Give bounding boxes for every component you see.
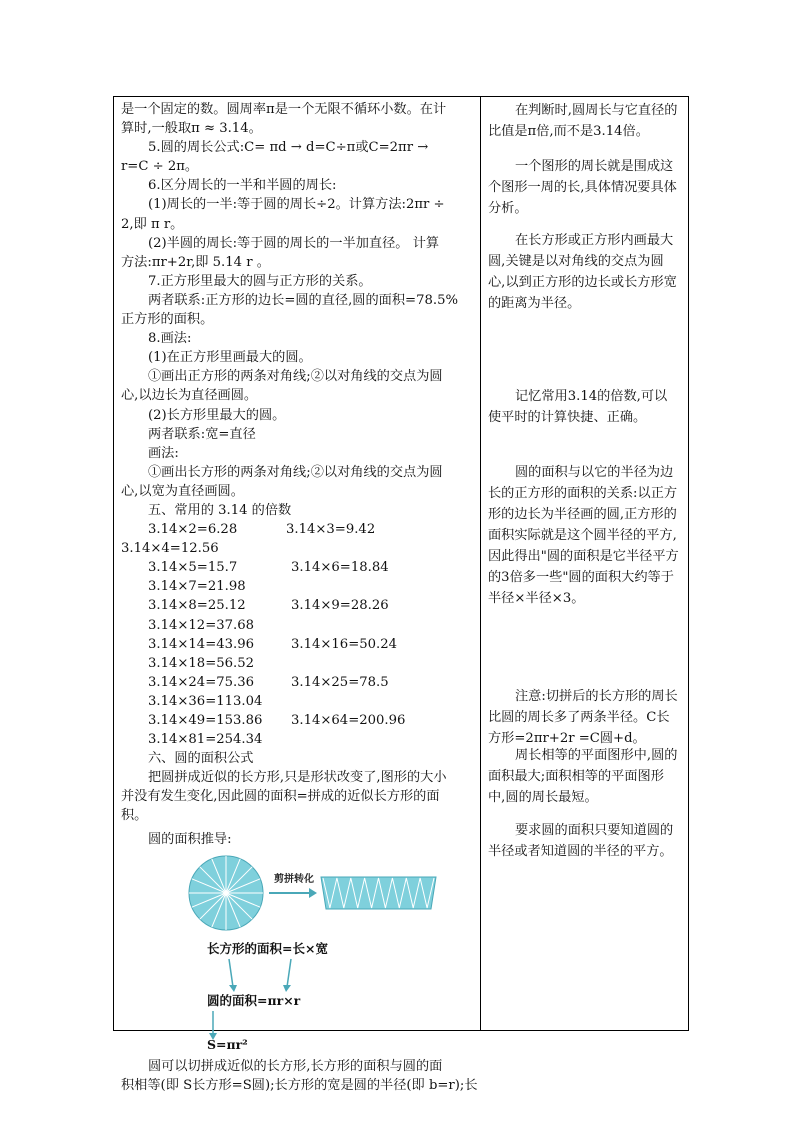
circle-area-formula: 圆的面积=πr×r (207, 992, 301, 1008)
text-line: (1)在正方形里画最大的圆。 (148, 350, 312, 366)
text-line: 两者联系:宽=直径 (148, 426, 256, 442)
arrow-label: 剪拼转化 (274, 873, 314, 885)
text-line: 把圆拼成近似的长方形,只是形状改变了,图形的大小 (148, 770, 447, 786)
multiple-row (121, 616, 477, 635)
text-line: 5.圆的周长公式:C= πd → d=C÷π或C=2πr → (148, 140, 429, 156)
multiple-value: 3.14×36=113.04 (148, 693, 263, 709)
note-area-requirement: 要求圆的面积只要知道圆的半径或者知道圆的半径的平方。 (488, 823, 674, 859)
arrow-down-icon (287, 959, 291, 987)
text-line: 心,以边长为直径画圆。 (121, 388, 258, 404)
note-cut-perimeter: 注意:切拼后的长方形的周长比圆的周长多了两条半径。C长方形=2πr+2r =C圆+d。 (488, 689, 678, 746)
multiple-row (121, 730, 477, 749)
text-line: r=C ÷ 2π。 (121, 159, 199, 175)
text-line: 正方形的面积。 (121, 312, 214, 328)
multiple-row (121, 673, 477, 692)
area-derivation-diagram (121, 939, 477, 1049)
multiple-value: 3.14×5=15.7 (148, 560, 238, 576)
multiple-value: 3.14×7=21.98 (148, 579, 246, 595)
section-heading: 五、常用的 3.14 的倍数 (148, 502, 292, 518)
rectangle-area-formula: 长方形的面积=长×宽 (207, 940, 328, 956)
multiple-value: 3.14×16=50.24 (291, 636, 397, 652)
text-line: 算时,一般取π ≈ 3.14。 (121, 121, 262, 137)
multiple-value: 3.14×18=56.52 (148, 655, 254, 671)
note-judgement: 在判断时,圆周长与它直径的比值是π倍,而不是3.14倍。 (488, 103, 678, 139)
section-heading: 六、圆的面积公式 (148, 751, 254, 767)
multiple-value: 3.14×8=25.12 (148, 598, 246, 614)
zigzag-rectangle-icon (321, 877, 436, 909)
text-line: 心,以宽为直径画圆。 (121, 483, 244, 499)
text-line: 积。 (121, 808, 148, 824)
multiple-row (121, 539, 477, 558)
multiple-row (121, 596, 477, 615)
arrow-down-icon (229, 959, 233, 987)
text-line: 7.正方形里最大的圆与正方形的关系。 (148, 273, 372, 289)
multiple-row (121, 692, 477, 711)
text-line: 6.区分周长的一半和半圆的周长: (148, 178, 337, 194)
multiple-value: 3.14×6=18.84 (291, 560, 389, 576)
text-line: 方法:πr+2r,即 5.14 r 。 (121, 254, 270, 270)
note-multiples: 记忆常用3.14的倍数,可以使平时的计算快捷、正确。 (488, 389, 668, 425)
sectored-circle-icon (189, 856, 263, 930)
multiple-row (121, 654, 477, 673)
text-line: 画法: (148, 445, 179, 461)
arrow-down-icon (283, 985, 291, 992)
area-formula-result: S=πr² (207, 1036, 248, 1049)
text-line: ①画出长方形的两条对角线;②以对角线的交点为圆 (148, 464, 443, 480)
multiple-row (121, 520, 477, 539)
multiple-value: 3.14×2=6.28 (148, 522, 238, 538)
note-largest-circle: 在长方形或正方形内画最大圆,关键是以对角线的交点为圆心,以到正方形的边长或长方形宽的距离为半径。 (488, 233, 677, 311)
left-column (121, 100, 477, 1095)
note-area-relation: 圆的面积与以它的半径为边长的正方形的面积的关系:以正方形的边长为半径画的圆,正方形的面积实际就是这个圆半径的平方,因此得出"圆的面积是它半径平方的3倍多一些"圆的面积大约等于半径×半径×3。 (488, 465, 679, 606)
multiple-value: 3.14×81=254.34 (148, 732, 263, 748)
multiple-value: 3.14×49=153.86 (148, 713, 263, 728)
multiple-value: 3.14×14=43.96 (148, 636, 254, 652)
multiple-value: 3.14×12=37.68 (148, 617, 254, 633)
multiple-row (121, 577, 477, 596)
multiple-value: 3.14×4=12.56 (121, 541, 219, 557)
arrow-down-icon (229, 985, 237, 992)
text-line: ①画出正方形的两条对角线;②以对角线的交点为圆 (148, 369, 443, 385)
text-line: (2)半圆的周长:等于圆的周长的一半加直径。 计算 (148, 235, 440, 251)
multiple-value: 3.14×9=28.26 (291, 598, 389, 614)
text-line: 圆的面积推导: (148, 831, 232, 847)
note-perimeter: 一个图形的周长就是围成这个图形一周的长,具体情况要具体分析。 (488, 159, 677, 216)
multiple-row (121, 558, 477, 577)
multiple-row (121, 711, 477, 730)
multiple-value: 3.14×24=75.36 (148, 674, 254, 690)
text-line: 圆可以切拼成近似的长方形,长方形的面积与圆的面 (148, 1058, 443, 1074)
multiple-row (121, 635, 477, 654)
text-line: 两者联系:正方形的边长=圆的直径,圆的面积=78.5% (148, 292, 459, 308)
multiple-value: 3.14×3=9.42 (286, 522, 376, 538)
text-line: 并没有发生变化,因此圆的面积=拼成的近似长方形的面 (121, 789, 440, 805)
multiple-value: 3.14×25=78.5 (291, 674, 389, 690)
multiple-value: 3.14×64=200.96 (291, 713, 406, 728)
arrow-right-icon (269, 888, 317, 898)
text-line: 8.画法: (148, 331, 192, 347)
text-line: 是一个固定的数。圆周率π是一个无限不循环小数。在计 (121, 102, 447, 117)
text-line: 积相等(即 S长方形=S圆);长方形的宽是圆的半径(即 b=r);长 (121, 1077, 478, 1093)
text-line: 2,即 π r。 (121, 216, 184, 232)
text-line: (1)周长的一半:等于圆的周长÷2。计算方法:2πr ÷ (148, 197, 445, 213)
text-line: (2)长方形里最大的圆。 (148, 407, 286, 423)
note-max-area: 周长相等的平面图形中,圆的面积最大;面积相等的平面图形中,圆的周长最短。 (488, 748, 678, 805)
cut-and-rearrange-figure (121, 853, 477, 933)
circle-to-rectangle-diagram (121, 853, 477, 933)
